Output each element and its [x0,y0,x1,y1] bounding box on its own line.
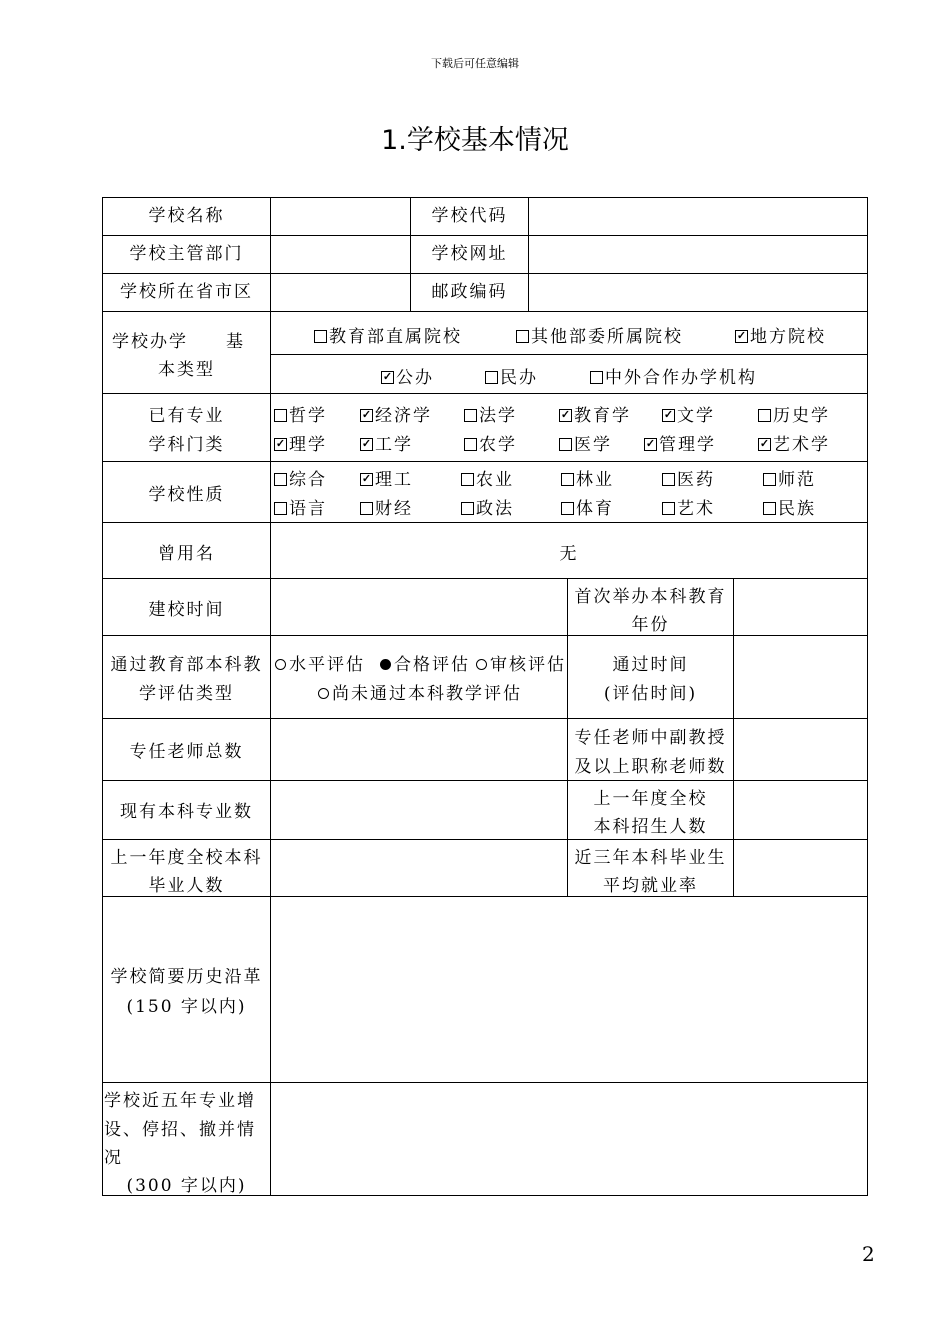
option-eval-0[interactable]: 水平评估 [275,651,365,680]
option-discipline-11[interactable]: ✓ 艺术学 [758,431,830,460]
radio-icon [318,688,329,699]
eval-time-field[interactable] [734,636,867,718]
label-website: 学校网址 [431,244,508,264]
school-name-field[interactable] [271,198,410,235]
checkbox-icon [662,473,675,486]
first-enroll-field[interactable] [734,579,867,635]
checkbox-icon [461,502,474,515]
label-founded: 建校时间 [148,600,225,620]
option-discipline-6[interactable]: ✓理学 [274,431,327,460]
option-discipline-9[interactable]: 医学 [559,431,612,460]
option-nature-11[interactable]: 民族 [763,495,816,524]
location-field[interactable] [271,274,410,311]
option-eval-2[interactable]: 审核评估 [476,651,566,680]
option-ownership-1[interactable]: 民办 [485,364,538,393]
label-history-1: 学校简要历史沿革 [110,967,263,987]
option-ownership-0[interactable]: ✓公办 [381,364,434,393]
page-header: 下载后可任意编辑 [431,57,519,70]
checkbox-checked-icon [644,438,657,451]
option-nature-2[interactable]: 农业 [461,466,514,495]
label-former-name: 曾用名 [158,544,215,564]
radio-selected-icon [380,659,391,670]
page-title: 1.学校基本情况 [381,125,569,156]
checkbox-checked-icon [381,371,394,384]
page-number: 2 [862,1242,875,1266]
option-school-type-0[interactable]: 教育部直属院校 [314,323,462,352]
employ-field[interactable] [734,840,867,896]
checkbox-checked-icon [274,438,287,451]
checkbox-icon [763,473,776,486]
checkbox-icon [274,473,287,486]
option-ownership-2[interactable]: 中外合作办学机构 [590,364,757,393]
radio-icon [476,659,487,670]
teachers-field[interactable] [271,719,567,780]
row-line [270,354,868,355]
checkbox-checked-icon [559,409,572,422]
label-type-1: 学校办学 基 [112,332,245,352]
option-nature-10[interactable]: 艺术 [662,495,715,524]
label-history-2: (150 字以内) [126,997,247,1017]
option-nature-5[interactable]: 师范 [763,466,816,495]
label-employ-2: 平均就业率 [603,876,698,896]
label-disciplines-2: 学科门类 [148,435,225,455]
option-nature-9[interactable]: 体育 [561,495,614,524]
option-discipline-4[interactable]: ✓ 文学 [662,402,715,431]
label-school-code: 学校代码 [431,206,508,226]
website-field[interactable] [529,236,867,273]
enroll-field[interactable] [734,781,867,839]
checkbox-icon [314,330,327,343]
checkbox-checked-icon [360,438,373,451]
checkbox-icon [464,409,477,422]
checkbox-icon [561,502,574,515]
checkbox-icon [561,473,574,486]
label-eval-2: 学评估类型 [139,684,234,704]
label-majors: 现有本科专业数 [120,802,253,822]
option-discipline-5[interactable]: 历史学 [758,402,830,431]
former-name-value[interactable]: 无 [559,544,579,564]
checkbox-icon [274,502,287,515]
option-school-type-2[interactable]: ✓ 地方院校 [735,323,826,352]
label-teachers: 专任老师总数 [129,742,244,762]
label-enroll-2: 本科招生人数 [593,817,708,837]
history-field[interactable] [271,897,867,1082]
label-type-2: 本类型 [158,360,215,380]
postcode-field[interactable] [529,274,867,311]
checkbox-icon [763,502,776,515]
checkbox-icon [485,371,498,384]
label-changes-2: 设、停招、撤并情 [104,1120,256,1140]
label-postcode: 邮政编码 [431,282,508,302]
row-line [102,461,868,462]
checkbox-icon [590,371,603,384]
option-discipline-7[interactable]: ✓ 工学 [360,431,413,460]
option-school-type-1[interactable]: 其他部委所属院校 [516,323,683,352]
grads-field[interactable] [271,840,567,896]
checkbox-icon [274,409,287,422]
label-eval-1: 通过教育部本科教 [110,655,263,675]
label-dept: 学校主管部门 [129,244,244,264]
option-nature-3[interactable]: 林业 [561,466,614,495]
option-nature-8[interactable]: 政法 [461,495,514,524]
label-senior-2: 及以上职称老师数 [574,757,727,777]
option-eval-3[interactable]: 尚未通过本科教学评估 [318,680,522,709]
checkbox-icon [461,473,474,486]
option-discipline-2[interactable]: 法学 [464,402,517,431]
option-nature-1[interactable]: ✓ 理工 [360,466,413,495]
label-eval-time-1: 通过时间 [612,655,689,675]
label-senior-1: 专任老师中副教授 [574,728,727,748]
option-discipline-10[interactable]: ✓ 管理学 [644,431,716,460]
option-eval-1[interactable]: 合格评估 [380,651,470,680]
label-changes-3: 况 [104,1148,123,1168]
label-eval-time-2: (评估时间) [603,684,698,704]
table-border-right [867,197,868,1196]
row-line [102,311,868,312]
checkbox-checked-icon [360,473,373,486]
majors-field[interactable] [271,781,567,839]
option-discipline-8[interactable]: 农学 [464,431,517,460]
checkbox-icon [559,438,572,451]
option-nature-6[interactable]: 语言 [274,495,327,524]
label-employ-1: 近三年本科毕业生 [574,848,727,868]
checkbox-checked-icon [758,438,771,451]
checkbox-icon [662,502,675,515]
row-line [102,393,868,394]
label-grads-2: 毕业人数 [148,876,225,896]
option-nature-4[interactable]: 医药 [662,466,715,495]
founded-field[interactable] [271,579,567,635]
checkbox-icon [516,330,529,343]
option-discipline-1[interactable]: ✓ 经济学 [360,402,432,431]
label-school-name: 学校名称 [148,206,225,226]
label-first-enroll-2: 年份 [631,615,670,635]
label-location: 学校所在省市区 [120,282,253,302]
checkbox-icon [464,438,477,451]
label-first-enroll-1: 首次举办本科教育 [574,587,727,607]
label-grads-1: 上一年度全校本科 [110,848,263,868]
checkbox-checked-icon [735,330,748,343]
label-disciplines-1: 已有专业 [148,406,225,426]
checkbox-checked-icon [662,409,675,422]
option-nature-0[interactable]: 综合 [274,466,327,495]
checkbox-icon [360,502,373,515]
option-nature-7[interactable]: 财经 [360,495,413,524]
option-discipline-3[interactable]: ✓ 教育学 [559,402,631,431]
dept-field[interactable] [271,236,410,273]
senior-field[interactable] [734,719,867,780]
label-enroll-1: 上一年度全校 [593,789,708,809]
changes-field[interactable] [271,1083,867,1195]
checkbox-checked-icon [360,409,373,422]
label-changes-4: (300 字以内) [126,1176,247,1196]
radio-icon [275,659,286,670]
option-discipline-0[interactable]: 哲学 [274,402,327,431]
label-changes-1: 学校近五年专业增 [104,1091,256,1111]
label-nature: 学校性质 [148,485,225,505]
checkbox-icon [758,409,771,422]
school-code-field[interactable] [529,198,867,235]
